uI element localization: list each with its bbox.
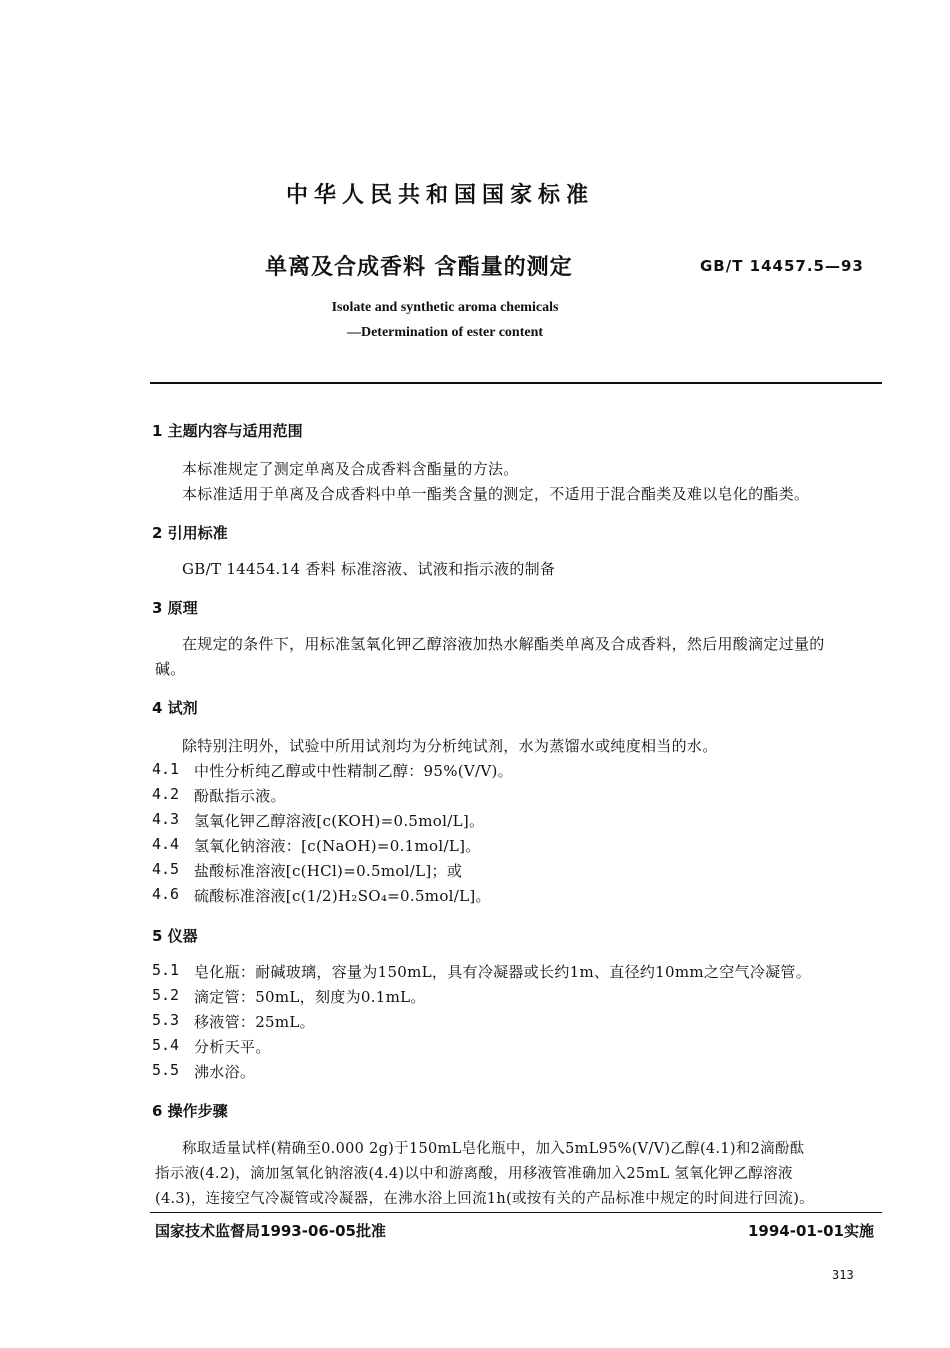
section-3-paragraph: 碱。 bbox=[155, 660, 186, 678]
list-item-number: 5.4 bbox=[152, 1036, 180, 1054]
standard-code: GB/T 14457.5—93 bbox=[700, 257, 864, 275]
section-4-paragraph: 除特别注明外，试验中所用试剂均为分析纯试剂，水为蒸馏水或纯度相当的水。 bbox=[182, 737, 718, 755]
list-item-number: 5.1 bbox=[152, 961, 180, 979]
list-item: 氢氧化钾乙醇溶液[c(KOH)=0.5mol/L]。 bbox=[194, 812, 485, 830]
section-1-paragraph: 本标准规定了测定单离及合成香料含酯量的方法。 bbox=[182, 460, 519, 478]
list-item-number: 5.5 bbox=[152, 1061, 180, 1079]
list-item: 硫酸标准溶液[c(1/2)H₂SO₄=0.5mol/L]。 bbox=[194, 887, 491, 905]
page-number: 313 bbox=[832, 1268, 854, 1282]
list-item-number: 4.3 bbox=[152, 810, 180, 828]
english-title-line1: Isolate and synthetic aroma chemicals bbox=[331, 300, 559, 315]
list-item-number: 4.1 bbox=[152, 760, 180, 778]
list-item: 氢氧化钠溶液：[c(NaOH)=0.1mol/L]。 bbox=[194, 837, 481, 855]
section-6-paragraph: 指示液(4.2)，滴加氢氧化钠溶液(4.4)以中和游离酸，用移液管准确加入25mL 氢氧化钾乙醇溶液 bbox=[155, 1166, 793, 1182]
list-item-number: 4.2 bbox=[152, 785, 180, 803]
effective-date: 1994-01-01实施 bbox=[748, 1222, 874, 1240]
english-title-line2: —Determination of ester content bbox=[346, 325, 544, 340]
list-item: 中性分析纯乙醇或中性精制乙醇：95%(V/V)。 bbox=[194, 762, 513, 780]
section-1-paragraph: 本标准适用于单离及合成香料中单一酯类含量的测定，不适用于混合酯类及难以皂化的酯类。 bbox=[182, 485, 810, 503]
section-6-paragraph: 称取适量试样(精确至0.000 2g)于150mL皂化瓶中，加入5mL95%(V/V)乙醇(4.1)和2滴酚酞 bbox=[182, 1141, 805, 1157]
section-3-heading: 3 原理 bbox=[152, 599, 198, 617]
list-item: 酚酞指示液。 bbox=[194, 787, 286, 805]
section-6-paragraph: (4.3)，连接空气冷凝管或冷凝器，在沸水浴上回流1h(或按有关的产品标准中规定的时间进行回流)。 bbox=[155, 1191, 814, 1207]
list-item: 移液管：25mL。 bbox=[194, 1013, 315, 1031]
list-item-number: 4.5 bbox=[152, 860, 180, 878]
referenced-standard: GB/T 14454.14 香料 标准溶液、试液和指示液的制备 bbox=[182, 560, 556, 578]
section-3-paragraph: 在规定的条件下，用标准氢氧化钾乙醇溶液加热水解酯类单离及合成香料，然后用酸滴定过量的 bbox=[182, 635, 825, 653]
list-item-number: 4.4 bbox=[152, 835, 180, 853]
list-item-number: 5.3 bbox=[152, 1011, 180, 1029]
list-item: 盐酸标准溶液[c(HCl)=0.5mol/L]；或 bbox=[194, 862, 463, 880]
section-2-heading: 2 引用标准 bbox=[152, 524, 228, 542]
list-item: 沸水浴。 bbox=[194, 1063, 256, 1081]
list-item-number: 5.2 bbox=[152, 986, 180, 1004]
list-item-number: 4.6 bbox=[152, 885, 180, 903]
approval-date: 国家技术监督局1993-06-05批准 bbox=[155, 1222, 386, 1240]
header-divider bbox=[150, 382, 882, 384]
list-item: 皂化瓶：耐碱玻璃，容量为150mL，具有冷凝器或长约1m、直径约10mm之空气冷凝管。 bbox=[194, 963, 812, 981]
footer-divider bbox=[150, 1212, 882, 1213]
section-1-heading: 1 主题内容与适用范围 bbox=[152, 422, 303, 440]
list-item: 滴定管：50mL，刻度为0.1mL。 bbox=[194, 988, 426, 1006]
list-item: 分析天平。 bbox=[194, 1038, 271, 1056]
section-4-heading: 4 试剂 bbox=[152, 699, 198, 717]
document-title: 单离及合成香料 含酯量的测定 bbox=[265, 255, 573, 280]
section-6-heading: 6 操作步骤 bbox=[152, 1102, 228, 1120]
section-5-heading: 5 仪器 bbox=[152, 927, 198, 945]
standard-title: 中华人民共和国国家标准 bbox=[285, 183, 594, 208]
